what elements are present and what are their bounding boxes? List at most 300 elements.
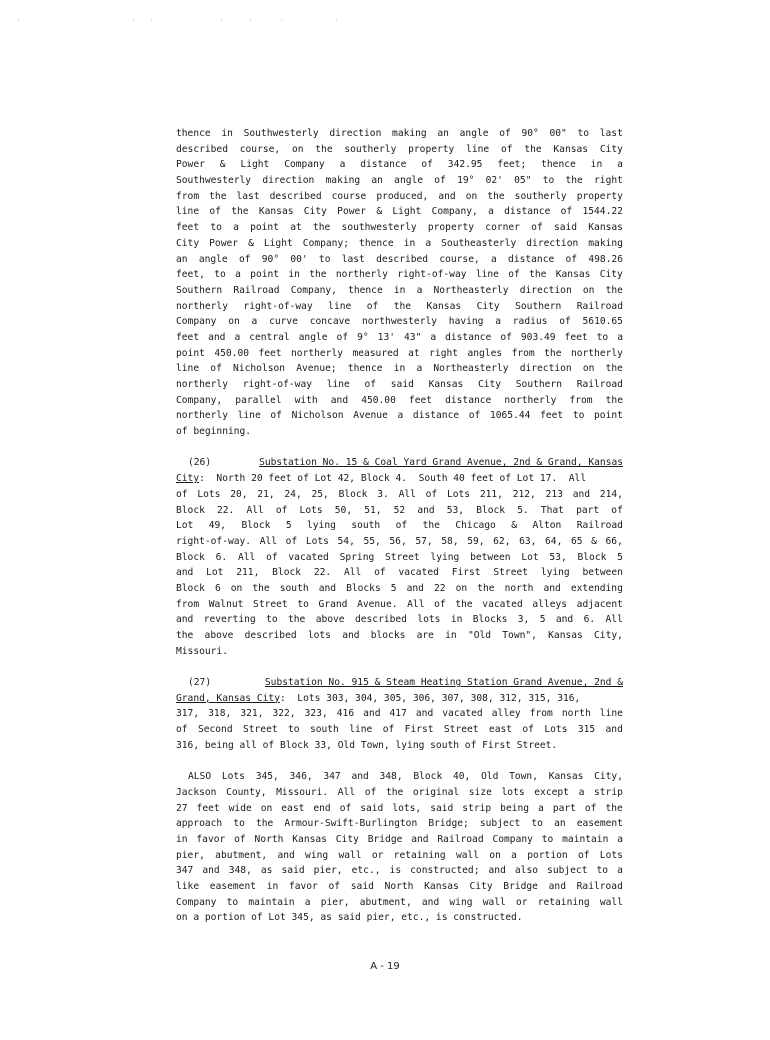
word: line: [326, 379, 350, 390]
text-line: [176, 330, 623, 346]
word: northerly: [176, 300, 228, 312]
word: of: [266, 551, 278, 563]
word: on: [455, 582, 468, 594]
text-line: [176, 581, 623, 597]
word: having: [448, 316, 484, 328]
word: corner: [485, 222, 520, 234]
word: the: [209, 190, 227, 202]
word: etc.,: [351, 865, 381, 877]
word: in: [393, 363, 406, 375]
text-line: [176, 863, 623, 879]
word: &: [591, 535, 597, 547]
word: Town,: [509, 771, 538, 783]
text-line: [176, 816, 623, 832]
word: 5610.65: [582, 316, 623, 328]
word: in: [288, 269, 300, 281]
word: direction: [329, 128, 382, 139]
word: Railroad: [233, 284, 280, 296]
word: part: [576, 504, 600, 516]
word: Kansas: [548, 630, 583, 641]
word: an: [176, 253, 188, 265]
word: Blocks: [346, 582, 381, 594]
word: angle: [394, 175, 424, 187]
word: Lots: [446, 488, 471, 500]
word: from: [511, 347, 535, 359]
word: Railroad: [437, 833, 484, 845]
word: 322,: [272, 708, 296, 720]
text-line: [176, 361, 623, 377]
word: lying: [307, 520, 336, 532]
word: in: [266, 881, 279, 892]
word: as: [260, 865, 273, 877]
word: abutment,: [215, 849, 268, 861]
word: 65: [570, 535, 583, 547]
word: in: [445, 630, 457, 641]
word: Northeasterly: [433, 284, 509, 296]
word: Street: [253, 598, 288, 610]
word: an: [437, 128, 449, 139]
scan-speck: [281, 19, 282, 20]
word: thence: [348, 284, 383, 296]
word: the: [255, 818, 274, 830]
word: Block: [176, 582, 205, 594]
word: wall: [455, 849, 480, 861]
word: First: [404, 724, 434, 736]
word: on: [228, 316, 240, 328]
word: part: [552, 802, 576, 814]
word: Block: [476, 504, 506, 516]
word: distance: [508, 253, 555, 265]
text-line: [176, 142, 623, 158]
word: Railroad: [576, 300, 623, 312]
word: Bridge;: [428, 818, 469, 830]
word: said: [281, 865, 305, 877]
word: Lots: [299, 504, 323, 516]
word: 52: [393, 504, 406, 516]
text-line: [176, 283, 623, 299]
word: in: [221, 128, 233, 139]
word: line: [599, 708, 623, 720]
word: a: [617, 833, 623, 845]
word: the: [544, 347, 562, 359]
word: 5: [390, 582, 397, 594]
word: on: [489, 849, 501, 861]
word: Light: [240, 159, 270, 171]
word: of: [382, 724, 395, 736]
text-line: [176, 832, 623, 848]
word: with: [294, 394, 318, 406]
word: 214,: [599, 488, 623, 500]
word: and: [176, 567, 194, 579]
word: 5: [285, 520, 292, 532]
word: above: [315, 614, 345, 626]
word: 56,: [389, 535, 407, 547]
word: being: [500, 802, 530, 814]
word: Company,: [176, 394, 223, 406]
word: City: [176, 237, 200, 249]
scan-speck: [151, 19, 152, 20]
word: and: [342, 630, 360, 641]
word: Lots: [221, 771, 245, 783]
word: Lots: [305, 535, 329, 547]
word: angle: [298, 331, 328, 343]
word: the: [605, 363, 623, 375]
word: 5: [617, 551, 623, 563]
word: 348,: [228, 865, 252, 877]
word: or: [371, 849, 384, 861]
word: and: [277, 849, 295, 861]
word: 22: [433, 582, 446, 594]
word: and: [330, 394, 349, 406]
word: the: [605, 284, 623, 296]
word: approach: [176, 818, 223, 830]
item-26-title: Substation No. 15 & Coal Yard Grand Avenue, 2nd & Grand, Kansas: [259, 457, 623, 469]
word: feet: [176, 331, 200, 343]
text-line: [176, 769, 623, 785]
word: to: [288, 724, 300, 736]
word: described: [376, 253, 429, 265]
word: in: [403, 237, 416, 249]
word: the: [477, 582, 495, 594]
word: of: [499, 128, 511, 139]
word: North: [254, 833, 284, 845]
word: City: [599, 143, 623, 155]
word: Block: [241, 520, 271, 532]
word: feet,: [176, 269, 205, 281]
word: 25,: [311, 488, 329, 500]
word: All: [237, 551, 256, 563]
word: lots,: [392, 802, 422, 814]
word: also: [514, 865, 538, 877]
word: of: [366, 300, 379, 312]
word: and: [438, 190, 456, 202]
word: Company: [176, 896, 217, 908]
word: 64,: [545, 535, 563, 547]
scan-speck: [133, 19, 134, 20]
scan-speck: [336, 19, 337, 20]
word: feet: [564, 331, 588, 343]
word: of: [176, 488, 188, 500]
word: 55,: [363, 535, 381, 547]
word: the: [385, 786, 404, 798]
word: All: [246, 504, 264, 516]
word: a: [538, 802, 544, 814]
word: course,: [439, 253, 480, 265]
text-line: [176, 518, 623, 534]
word: on: [582, 363, 595, 375]
word: All: [343, 567, 362, 579]
word: parallel: [235, 394, 282, 406]
word: easement: [576, 818, 623, 830]
text-line: [176, 597, 623, 613]
word: the: [313, 222, 331, 234]
word: point: [176, 347, 205, 359]
word: 53,: [549, 551, 567, 563]
word: right-of-way.: [176, 535, 252, 547]
word: Lots: [544, 724, 568, 736]
word: to: [531, 818, 543, 830]
word: alleys: [532, 598, 568, 610]
text-line: 316, being all of Block 33, Old Town, lying south of First Street.: [176, 739, 558, 751]
word: of: [328, 881, 341, 892]
word: 498.26: [588, 253, 623, 265]
word: course: [331, 190, 367, 202]
text-line: [176, 628, 623, 644]
word: end: [313, 802, 331, 814]
word: maintain: [562, 833, 609, 845]
word: Northeasterly: [433, 363, 509, 375]
text-line: [176, 252, 623, 268]
word: distance: [412, 410, 460, 422]
word: direction: [526, 237, 579, 249]
word: adjacent: [576, 598, 623, 610]
word: thence: [541, 159, 576, 171]
word: a: [488, 206, 494, 218]
word: Kansas: [553, 143, 589, 155]
word: 211,: [479, 488, 503, 500]
word: are: [416, 630, 434, 641]
word: of: [560, 206, 573, 218]
scan-speck: [221, 19, 222, 20]
word: to: [318, 253, 331, 265]
text-line: Missouri.: [176, 645, 228, 657]
word: 323,: [304, 708, 328, 720]
word: of: [210, 363, 222, 375]
word: Lot: [206, 567, 224, 579]
word: property: [408, 143, 455, 155]
word: 211,: [236, 567, 260, 579]
word: ALSO: [188, 771, 212, 783]
word: of: [234, 833, 246, 845]
word: City: [469, 881, 493, 892]
word: &: [376, 206, 383, 218]
item-27-heading-line: [176, 675, 623, 691]
word: 63,: [519, 535, 537, 547]
word: and: [421, 896, 440, 908]
word: Lot: [176, 520, 194, 532]
word: the: [309, 269, 327, 281]
word: Southeasterly: [441, 237, 517, 249]
word: of: [565, 253, 578, 265]
word: of: [425, 488, 438, 500]
text-line: [176, 550, 623, 566]
word: a: [495, 316, 501, 328]
word: constructed;: [410, 865, 480, 877]
item-number: (26): [188, 457, 212, 469]
word: 348,: [379, 771, 403, 783]
word: Southern: [176, 284, 223, 296]
word: 347: [323, 771, 341, 783]
word: 02': [485, 175, 503, 187]
word: a: [511, 849, 517, 861]
word: northerly: [504, 394, 557, 406]
text-line: [176, 314, 623, 330]
word: 1065.44: [489, 410, 531, 422]
word: of: [339, 802, 352, 814]
word: north: [561, 708, 591, 720]
word: subject: [479, 818, 521, 830]
word: 05": [514, 175, 532, 187]
word: 54,: [337, 535, 355, 547]
word: of: [270, 410, 282, 422]
word: east: [488, 724, 513, 736]
word: 903.49: [520, 331, 556, 343]
word: and: [318, 582, 337, 594]
word: of: [364, 379, 377, 390]
paragraph-item-26: [176, 455, 623, 659]
word: All: [605, 614, 623, 626]
word: Kansas: [428, 379, 464, 390]
word: 318,: [208, 708, 232, 720]
word: line: [237, 410, 261, 422]
scan-artifacts: [18, 19, 358, 21]
word: 19°: [457, 175, 475, 187]
word: 22.: [217, 504, 235, 516]
word: to: [233, 818, 245, 830]
word: Lots: [599, 849, 623, 861]
text-line: [176, 534, 623, 550]
word: 3.: [377, 488, 389, 500]
word: 450.00: [361, 394, 396, 406]
word: northwesterly: [361, 316, 438, 328]
word: Southwesterly: [243, 128, 319, 139]
word: and: [605, 724, 623, 736]
word: a: [617, 331, 623, 343]
text-line: [176, 204, 623, 220]
word: Street: [385, 551, 420, 563]
word: Southern: [515, 300, 562, 312]
word: of: [531, 222, 543, 234]
word: Kansas: [548, 771, 584, 783]
word: Block: [272, 567, 302, 579]
word: in: [590, 159, 603, 171]
word: 22.: [313, 567, 332, 579]
word: 347: [176, 865, 194, 877]
word: "Old: [467, 630, 492, 641]
word: feet: [408, 394, 433, 406]
word: from: [529, 708, 553, 720]
word: right-of-way: [397, 269, 467, 281]
word: 58,: [441, 535, 459, 547]
word: point: [250, 269, 280, 281]
word: City: [476, 300, 500, 312]
word: northerly: [291, 347, 343, 359]
word: of: [434, 598, 446, 610]
item-27-title-continued: Grand, Kansas City: [176, 692, 280, 704]
word: of: [395, 520, 408, 532]
word: and: [208, 331, 226, 343]
word: direction: [519, 284, 572, 296]
word: property: [576, 190, 623, 202]
word: Power: [176, 159, 205, 171]
word: northerly: [176, 379, 228, 390]
word: to: [596, 331, 609, 343]
word: and: [543, 582, 561, 594]
word: direction: [519, 363, 572, 375]
word: and: [417, 504, 435, 516]
word: Nicholson: [291, 410, 344, 422]
word: on: [582, 284, 595, 296]
word: of: [238, 253, 251, 265]
scan-speck: [250, 19, 251, 20]
text-line: [176, 691, 623, 707]
word: strip: [462, 802, 492, 814]
word: produced,: [376, 190, 429, 202]
word: That: [540, 504, 564, 516]
word: 53,: [446, 504, 465, 516]
word: the: [288, 614, 306, 626]
word: measured: [352, 347, 399, 359]
word: a: [491, 253, 497, 265]
word: at: [408, 347, 420, 359]
word: portion: [527, 849, 568, 861]
word: Southern: [515, 379, 562, 390]
word: line: [176, 206, 200, 218]
word: 57,: [415, 535, 433, 547]
word: Company;: [302, 237, 350, 249]
word: Lots: [197, 488, 221, 500]
word: Kansas: [292, 833, 327, 845]
text-line: [176, 267, 623, 283]
word: from: [176, 190, 200, 202]
word: last: [341, 253, 365, 265]
word: original: [412, 786, 460, 798]
word: 342.95: [447, 159, 483, 171]
word: vacated: [442, 708, 483, 720]
word: the: [315, 143, 333, 155]
word: line: [176, 363, 200, 375]
word: of: [611, 504, 623, 516]
text-line: [176, 189, 623, 205]
word: 213: [545, 488, 563, 500]
word: lots: [307, 630, 331, 641]
word: abutment,: [359, 896, 412, 908]
word: 417: [389, 708, 407, 720]
word: last: [236, 190, 260, 202]
word: the: [529, 269, 547, 281]
word: lying: [430, 551, 460, 563]
word: to: [297, 598, 309, 610]
text-line: [176, 393, 623, 409]
word: said: [430, 802, 454, 814]
word: and: [351, 771, 369, 783]
text-line: [176, 879, 623, 895]
word: property: [427, 222, 475, 234]
word: Spring: [339, 551, 375, 563]
text-line: [176, 408, 623, 424]
word: 416: [336, 708, 355, 720]
text-line: [176, 299, 623, 315]
word: on: [230, 582, 243, 594]
word: 51,: [364, 504, 382, 516]
word: course,: [239, 143, 281, 155]
word: pier,: [176, 849, 205, 861]
word: reverting: [203, 614, 256, 626]
word: from: [176, 598, 200, 610]
item-number: (27): [188, 677, 212, 689]
word: described: [244, 630, 297, 641]
word: angle: [459, 128, 489, 139]
word: Kansas: [555, 269, 591, 281]
word: 13': [377, 331, 395, 343]
text-line: [176, 722, 623, 738]
word: lying: [540, 567, 570, 579]
word: wall: [599, 896, 623, 908]
word: vacated: [288, 551, 329, 563]
item-26-heading-line: [176, 455, 623, 471]
word: last: [599, 128, 623, 139]
word: and: [406, 582, 424, 594]
